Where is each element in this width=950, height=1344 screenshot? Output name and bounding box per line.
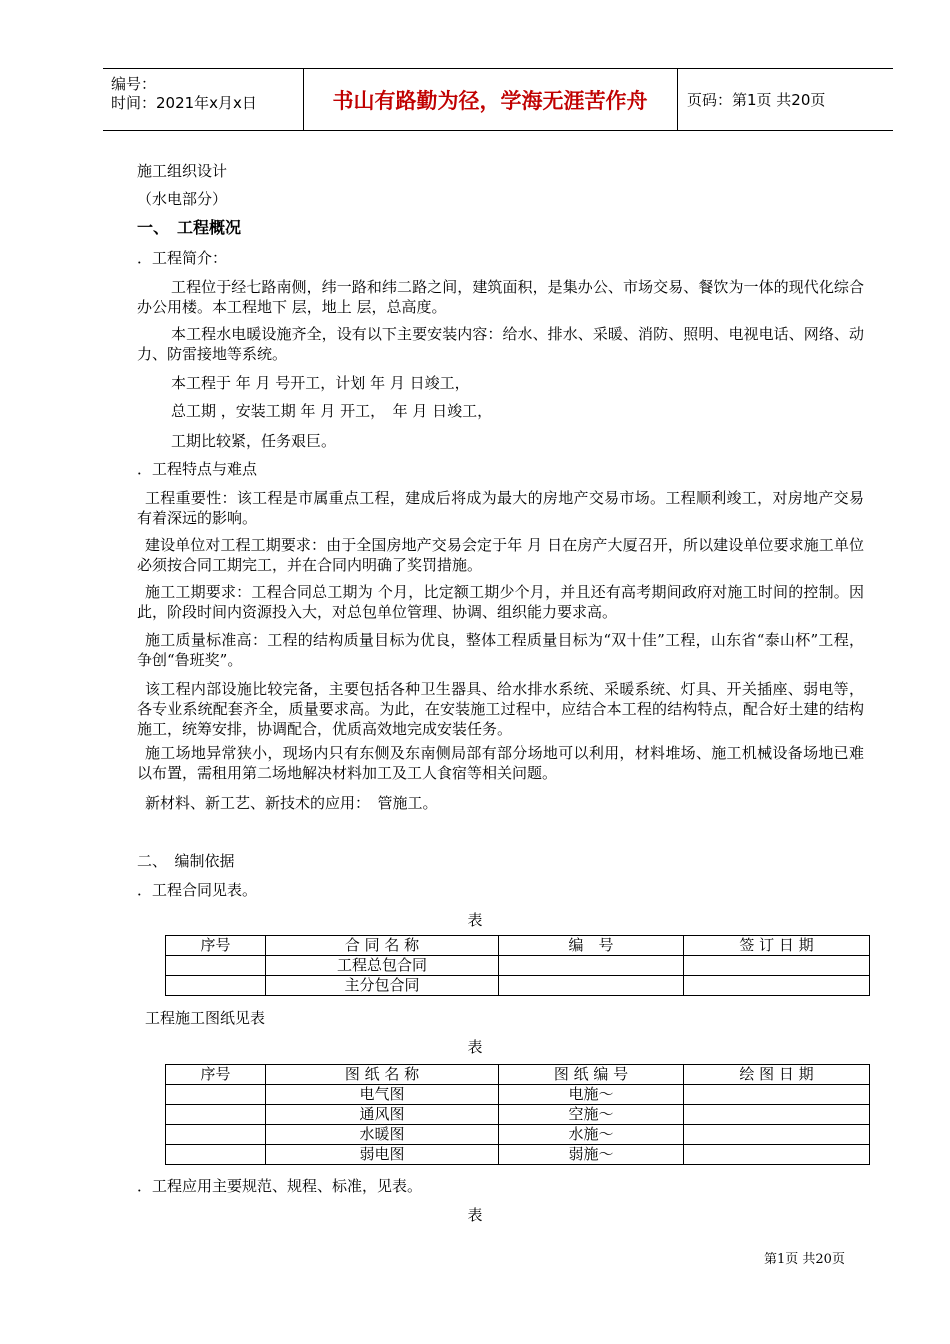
table-cell bbox=[166, 1085, 266, 1105]
paragraph: 本工程于 年 月 号开工，计划 年 月 日竣工， bbox=[171, 374, 470, 392]
table-cell: 电气图 bbox=[266, 1085, 499, 1105]
paragraph: 工程重要性：该工程是市属重点工程，建成后将成为最大的房地产交易市场。工程顺利竣工，对房地产交易有着深远的影响。 bbox=[137, 489, 864, 527]
doc-title: 施工组织设计 bbox=[137, 162, 228, 180]
table-cell: 电施～ bbox=[499, 1085, 684, 1105]
paragraph: 工程位于经七路南侧，纬一路和纬二路之间，建筑面积，是集办公、市场交易、餐饮为一体的现代化综合办公用楼。本工程地下 层，地上 层，总高度。 bbox=[137, 278, 864, 316]
table-cell bbox=[166, 976, 266, 996]
paragraph: 该工程内部设施比较完备，主要包括各种卫生器具、给水排水系统、采暖系统、灯具、开关插座、弱电等，各专业系统配套齐全，质量要求高。为此，在安装施工过程中，应结合本工程的结构特点，配合好土建的结构施工，统筹安排，协调配合，优质高效地完成安装任务。 bbox=[137, 680, 864, 738]
table-row bbox=[166, 1105, 870, 1125]
table-cell: 水暖图 bbox=[266, 1125, 499, 1145]
table-cell bbox=[684, 956, 870, 976]
table-row bbox=[166, 1125, 870, 1145]
paragraph: 施工场地异常狭小，现场内只有东侧及东南侧局部有部分场地可以利用，材料堆场、施工机械设备场地已难以布置，需租用第二场地解决材料加工及工人食宿等相关问题。 bbox=[137, 744, 864, 782]
paragraph: 工期比较紧，任务艰巨。 bbox=[171, 432, 337, 450]
table-cell bbox=[684, 1145, 870, 1165]
table-header-row bbox=[166, 936, 870, 956]
header-cell: 图 纸 名 称 bbox=[266, 1065, 499, 1085]
paragraph: 施工质量标准高：工程的结构质量目标为优良，整体工程质量目标为“双十佳”工程，山东省“泰山杯”工程，争创“鲁班奖”。 bbox=[137, 631, 864, 669]
header-cell: 序号 bbox=[166, 936, 266, 956]
doc-subtitle: （水电部分） bbox=[137, 190, 228, 208]
header-cell: 合 同 名 称 bbox=[266, 936, 499, 956]
table-row bbox=[166, 1145, 870, 1165]
table-cell: 空施～ bbox=[499, 1105, 684, 1125]
table-cell bbox=[499, 956, 684, 976]
table-cell: 弱施～ bbox=[499, 1145, 684, 1165]
table-header-row bbox=[166, 1065, 870, 1085]
footer-page-number: 第1页 共20页 bbox=[764, 1252, 845, 1267]
doc-number-label: 编号： bbox=[111, 75, 157, 93]
table-cell bbox=[166, 1125, 266, 1145]
table-cell: 水施～ bbox=[499, 1125, 684, 1145]
table-row bbox=[166, 976, 870, 996]
header-cell: 序号 bbox=[166, 1065, 266, 1085]
doc-time-label: 时间：2021年x月x日 bbox=[111, 94, 257, 112]
page-header bbox=[103, 68, 893, 131]
table-caption: 表 bbox=[467, 1038, 483, 1056]
header-meta bbox=[103, 69, 304, 130]
table-row bbox=[166, 1085, 870, 1105]
table-cell: 弱电图 bbox=[266, 1145, 499, 1165]
table-caption: 表 bbox=[467, 1206, 483, 1224]
paragraph: 建设单位对工程工期要求：由于全国房地产交易会定于年 月 日在房产大厦召开，所以建设单位要求施工单位必须按合同工期完工，并在合同内明确了奖罚措施。 bbox=[137, 536, 864, 574]
paragraph: 施工工期要求：工程合同总工期为 个月，比定额工期少个月，并且还有高考期间政府对施工时间的控制。因此，阶段时间内资源投入大，对总包单位管理、协调、组织能力要求高。 bbox=[137, 583, 864, 621]
section-heading-1: 一、 工程概况 bbox=[137, 218, 242, 237]
subheading-contracts: ．工程合同见表。 bbox=[137, 881, 258, 899]
header-cell: 签 订 日 期 bbox=[684, 936, 870, 956]
paragraph: 本工程水电暖设施齐全，设有以下主要安装内容：给水、排水、采暖、消防、照明、电视电话、网络、动力、防雷接地等系统。 bbox=[137, 325, 864, 363]
subheading-standards: ．工程应用主要规范、规程、标准，见表。 bbox=[137, 1177, 423, 1195]
drawings-line: 工程施工图纸见表 bbox=[145, 1009, 266, 1027]
header-cell: 绘 图 日 期 bbox=[684, 1065, 870, 1085]
table-cell bbox=[166, 956, 266, 976]
table-row bbox=[166, 956, 870, 976]
table-cell: 主分包合同 bbox=[266, 976, 499, 996]
table-cell bbox=[684, 1085, 870, 1105]
table-cell bbox=[499, 976, 684, 996]
contracts-table bbox=[165, 935, 870, 996]
header-page-label: 页码：第1页 共20页 bbox=[687, 91, 826, 109]
header-cell: 编 号 bbox=[499, 936, 684, 956]
table-cell bbox=[166, 1145, 266, 1165]
table-cell bbox=[684, 1105, 870, 1125]
paragraph: 新材料、新工艺、新技术的应用： 管施工。 bbox=[145, 794, 438, 812]
header-motto: 书山有路勤为径，学海无涯苦作舟 bbox=[303, 69, 678, 130]
table-cell: 工程总包合同 bbox=[266, 956, 499, 976]
header-cell: 图 纸 编 号 bbox=[499, 1065, 684, 1085]
subheading-features: ．工程特点与难点 bbox=[137, 460, 258, 478]
table-caption: 表 bbox=[467, 911, 483, 929]
table-cell bbox=[166, 1105, 266, 1125]
paragraph: 总工期 ，安装工期 年 月 开工， 年 月 日竣工， bbox=[171, 402, 493, 420]
section-heading-2: 二、 编制依据 bbox=[137, 852, 235, 870]
table-cell bbox=[684, 976, 870, 996]
drawings-table bbox=[165, 1064, 870, 1165]
table-cell: 通风图 bbox=[266, 1105, 499, 1125]
subheading-intro: ．工程简介： bbox=[137, 249, 228, 267]
table-cell bbox=[684, 1125, 870, 1145]
